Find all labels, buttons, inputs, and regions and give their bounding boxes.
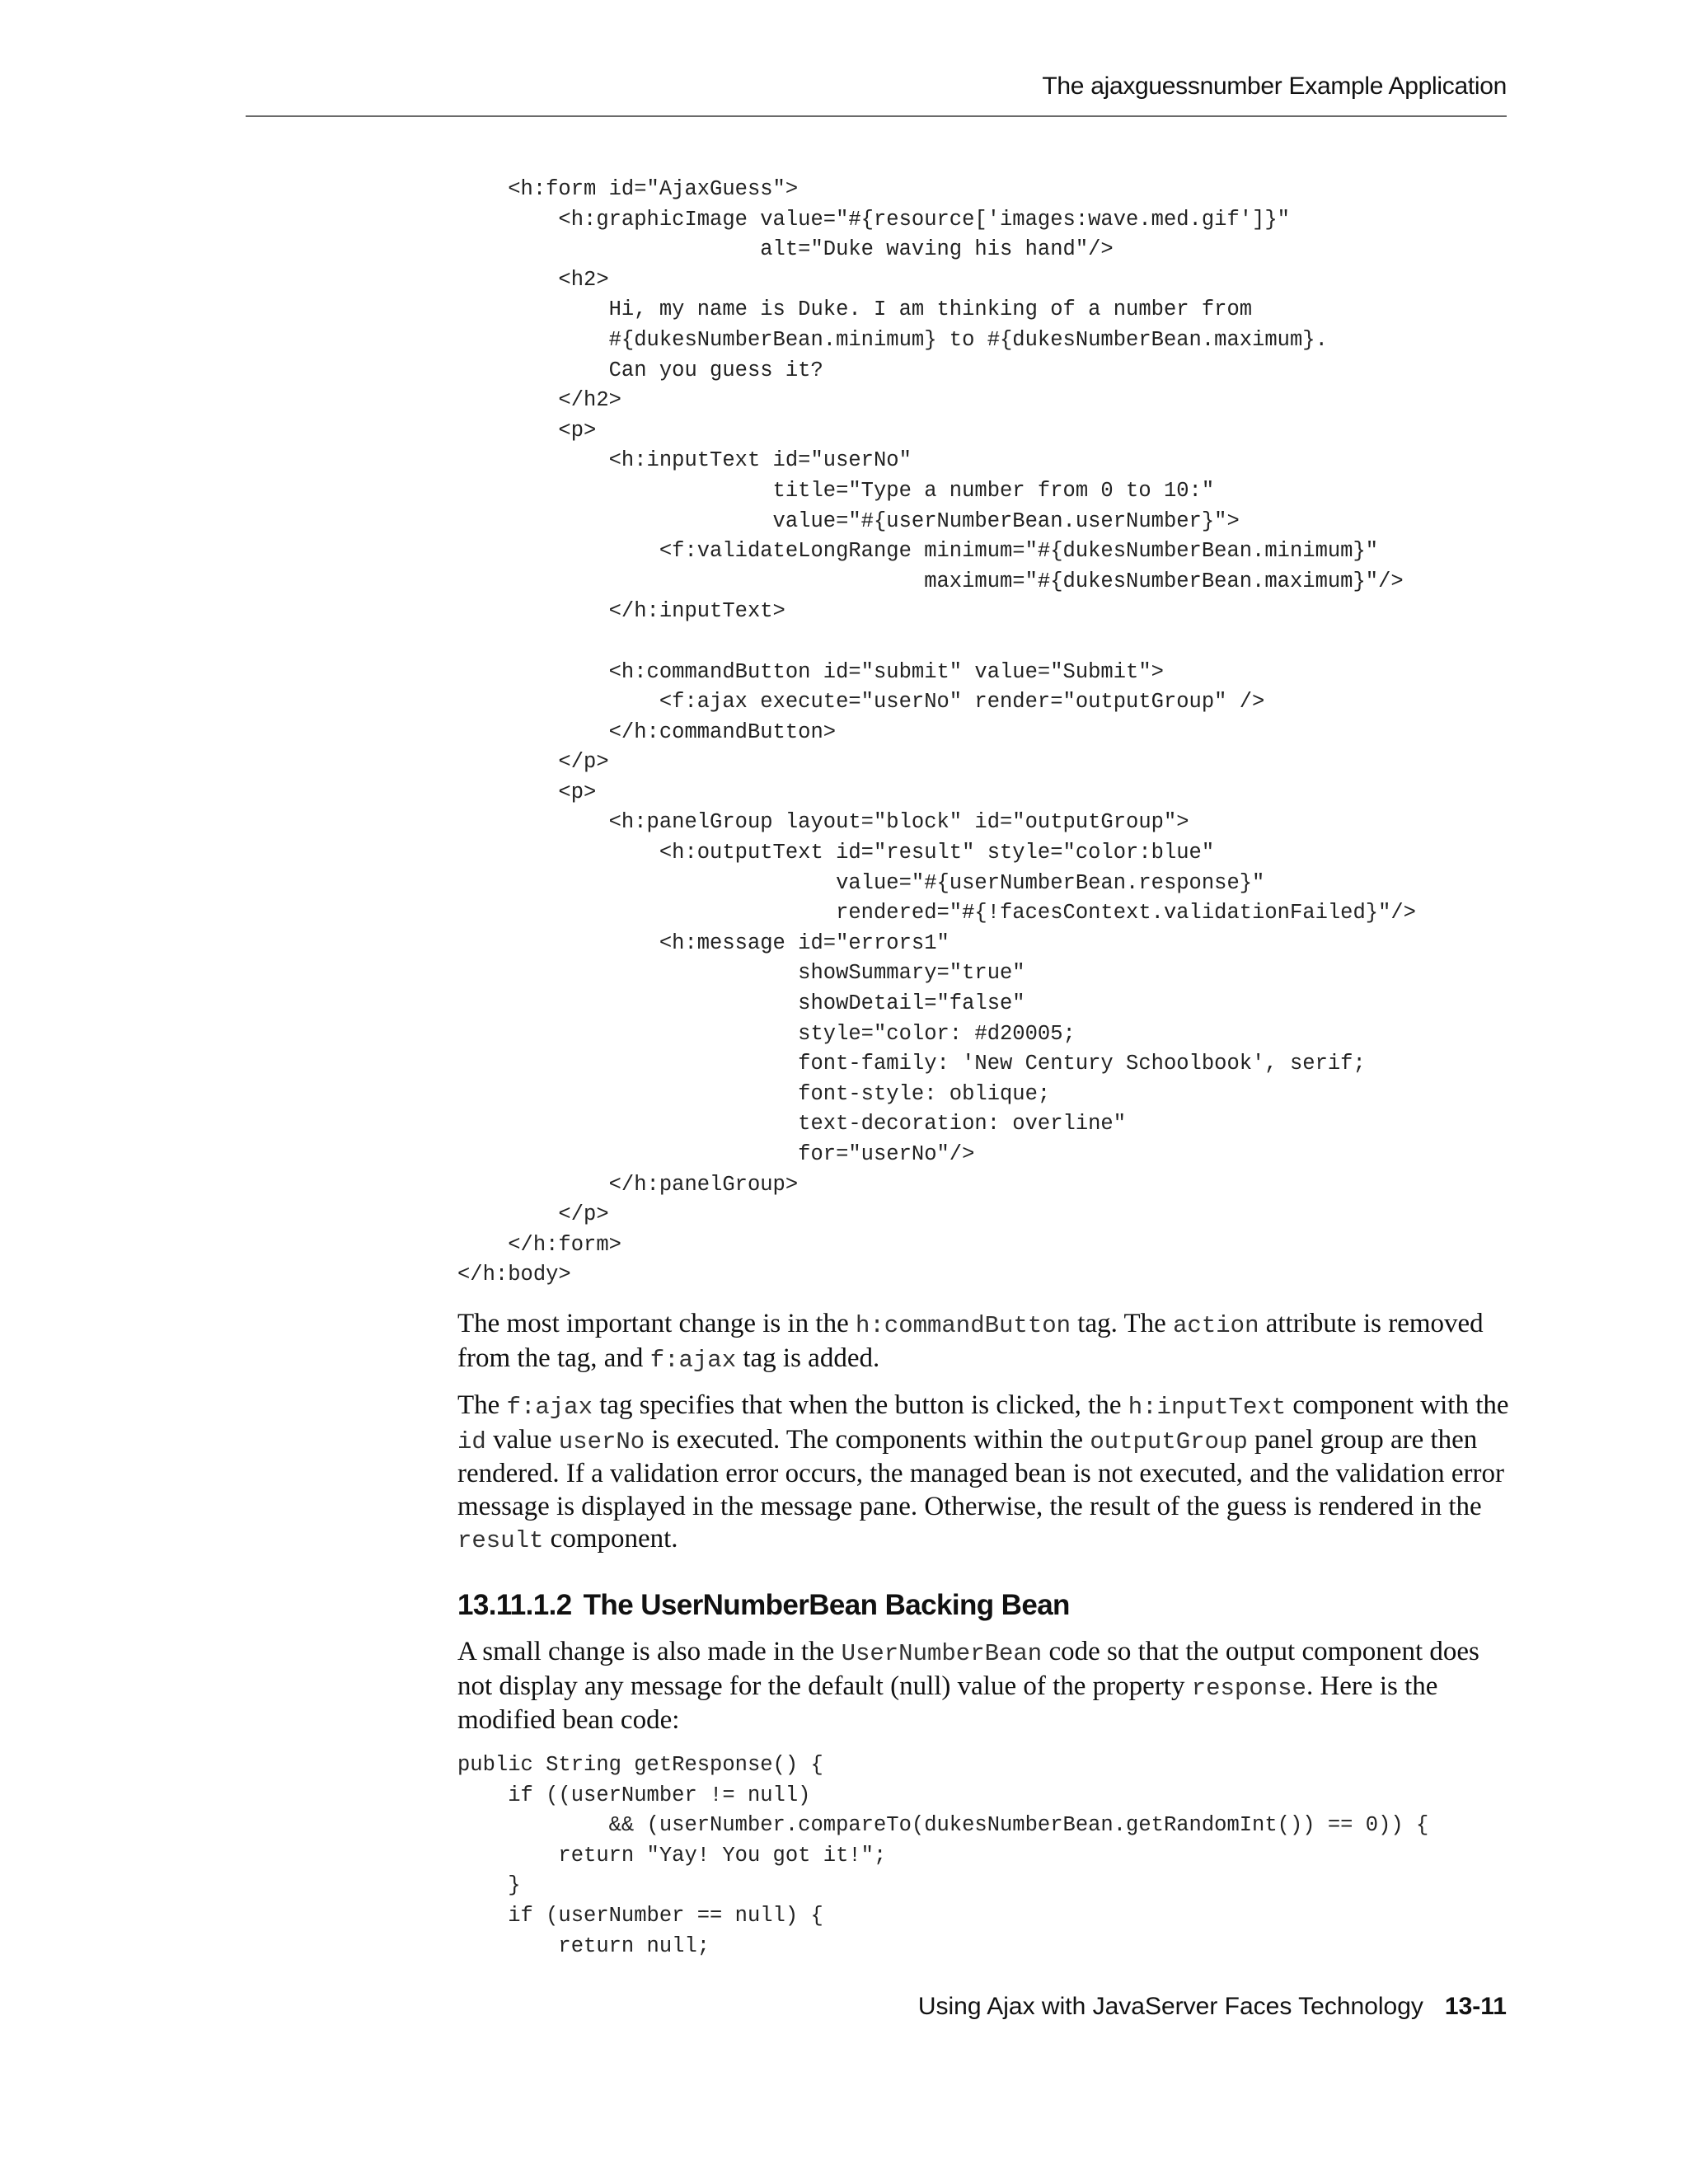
para3-text-3: . Here is the modified bean code: <box>457 1671 1438 1735</box>
paragraph-ajax-tag <box>457 1390 1512 1558</box>
para2-code-6: result <box>457 1527 544 1554</box>
para2-text-2: tag specifies that when the button is clicked, the <box>592 1390 1128 1420</box>
para2-code-1: f:ajax <box>506 1394 593 1421</box>
paragraph-usernumberbean <box>457 1636 1512 1737</box>
para2-text-5: is executed. The components within the <box>645 1424 1090 1455</box>
para3-text-1: A small change is also made in the <box>457 1637 842 1666</box>
para2-text-4: value <box>485 1424 559 1455</box>
para3-text-2: code so that the output component does not display any message for the default (null) value of the property <box>457 1637 1479 1701</box>
section-heading <box>457 1589 1070 1622</box>
para2-code-5: outputGroup <box>1090 1427 1248 1455</box>
para1-code-1: h:commandButton <box>855 1312 1071 1339</box>
code-block-form: <h:form id="AjaxGuess"> <h:graphicImage value="#{resource['images:wave.med.gif']}" alt="Duke waving his hand"/> <h2> Hi, my name is Duke. I am thinking of a number from #{dukesNumberBean.minimum} to #{dukesNumberBean.maximum}. Can you guess it? </h2> <p> <h:inputText id="userNo" title="Type a number from 0 to 10:" value="#{userNumberBean.userNumber}"> <f:validateLongRange minimum="#{dukesNumberBean.minimum}" maximum="#{dukesNumberBean.maximum}"/> </h:inputText> <h:commandButton id="submit" value="Submit"> <f:ajax execute="userNo" render="outputGroup" /> </h:commandButton> </p> <p> <h:panelGroup layout="block" id="outputGroup"> <h:outputText id="result" style="color:blue" value="#{userNumberBean.response}" rendered="#{!facesContext.validationFailed}"/> <h:message id="errors1" showSummary="true" showDetail="false" style="color: #d20005; font-family: 'New Century Schoolbook', serif; font-style: oblique; text-decoration: overline" for="userNo"/> </h:panelGroup> </p> </h:form> </h:body> <box>457 177 1416 1287</box>
para2-code-4: userNo <box>558 1427 645 1455</box>
para2-code-2: h:inputText <box>1128 1394 1287 1421</box>
para3-code-2: response <box>1191 1674 1306 1702</box>
code-block-bean: public String getResponse() { if ((userNumber != null) && (userNumber.compareTo(dukesNumberBean.getRandomInt()) == 0)) { return "Yay! You got it!"; } if (userNumber == null) { return null; <box>457 1753 1429 1958</box>
para2-text-7: component. <box>543 1524 678 1554</box>
paragraph-commandbutton-change <box>457 1308 1512 1376</box>
page-number: 13-11 <box>1444 1993 1507 2020</box>
para3-code-1: UserNumberBean <box>841 1640 1043 1667</box>
para1-text-3: attribute is removed from the tag, and <box>457 1309 1484 1373</box>
running-footer <box>918 1993 1507 2021</box>
header-title: The ajaxguessnumber Example Application <box>1042 73 1507 100</box>
para2-code-3: id <box>457 1427 486 1455</box>
para1-text-4: tag is added. <box>736 1343 880 1373</box>
running-header <box>246 73 1507 117</box>
section-title: The UserNumberBean Backing Bean <box>583 1589 1070 1621</box>
para1-text-1: The most important change is in the <box>457 1309 856 1338</box>
section-number: 13.11.1.2 <box>457 1589 572 1621</box>
para2-text-1: The <box>457 1390 507 1420</box>
para2-text-3: component with the <box>1286 1390 1509 1420</box>
para1-code-3: f:ajax <box>649 1346 737 1374</box>
para1-code-2: action <box>1173 1312 1259 1339</box>
para2-text-6: panel group are then rendered. If a validation error occurs, the managed bean is not executed, and the validation error message is displayed in the message pane. Otherwise, the result of the guess is rendered in the <box>457 1424 1504 1521</box>
footer-title: Using Ajax with JavaServer Faces Technology <box>917 1993 1423 2020</box>
para1-text-2: tag. The <box>1071 1309 1174 1338</box>
